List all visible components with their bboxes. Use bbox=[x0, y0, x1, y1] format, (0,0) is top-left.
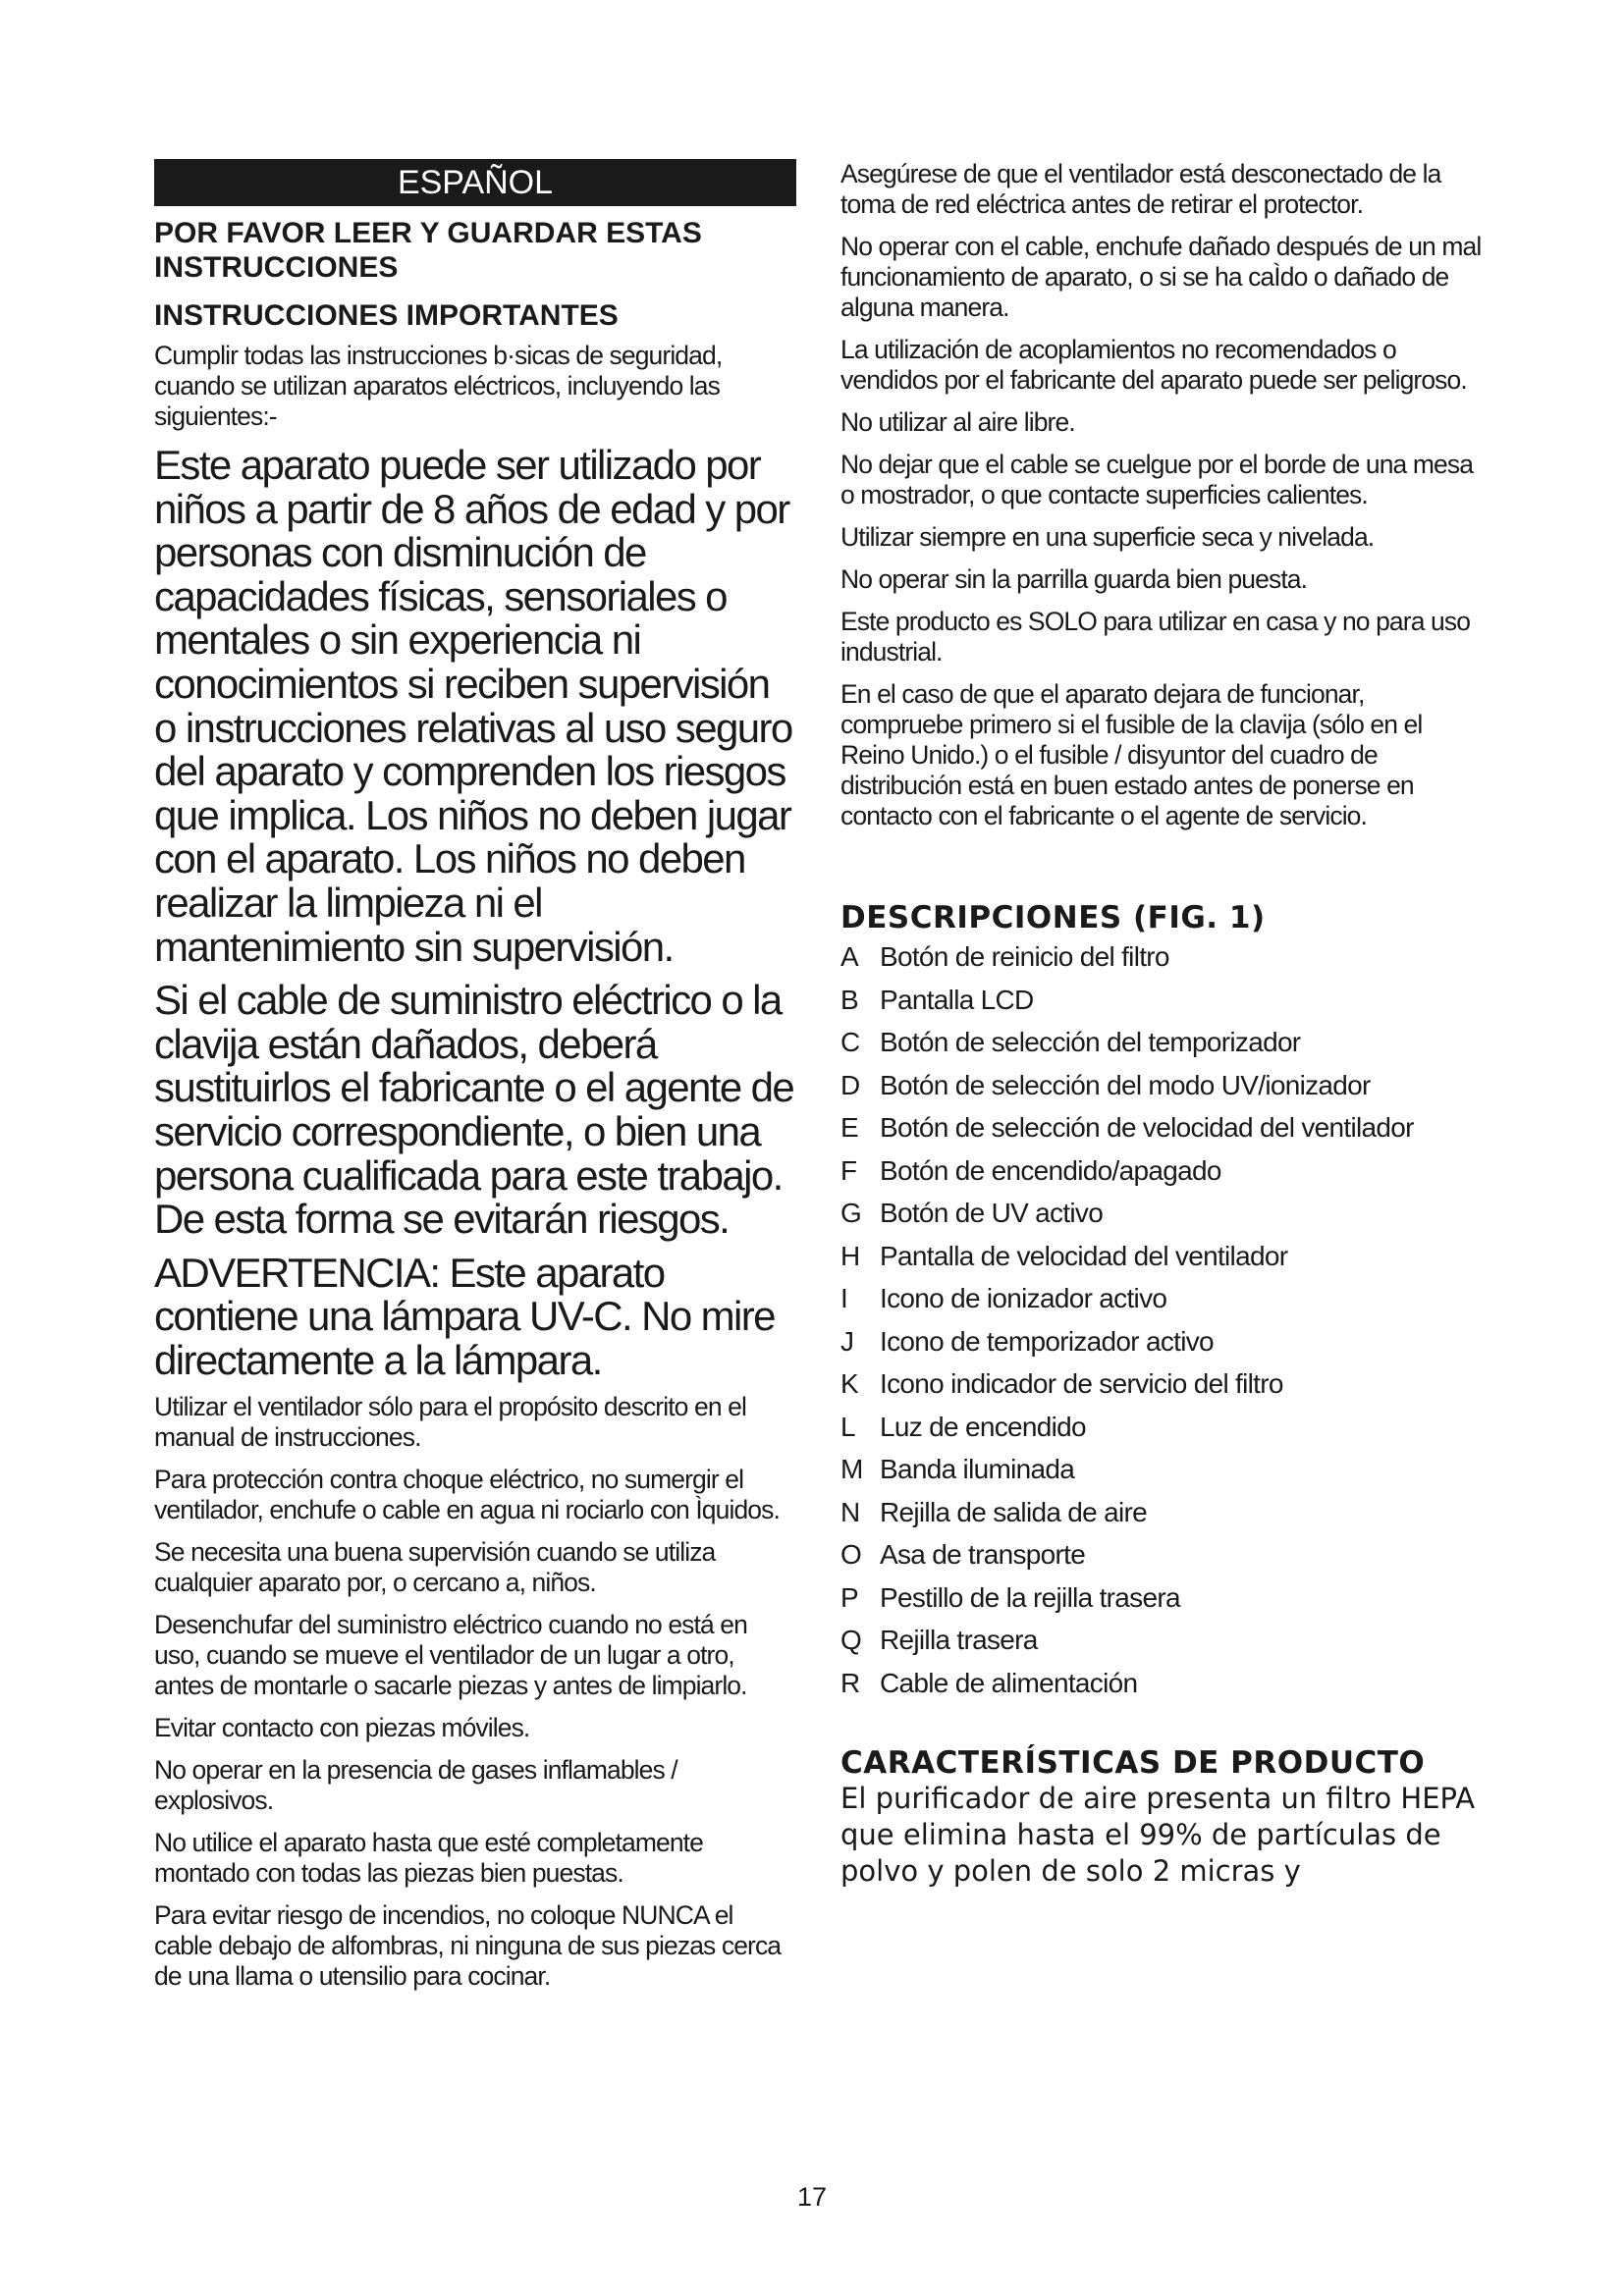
description-letter: N bbox=[840, 1496, 860, 1527]
description-letter: A bbox=[840, 941, 858, 972]
safety-paragraph: No operar en la presencia de gases inflamables / explosivos. bbox=[154, 1755, 677, 1816]
safety-paragraph: Utilizar el ventilador sólo para el propósito descrito en el manual de instrucciones. bbox=[154, 1392, 746, 1453]
safety-paragraph: Asegúrese de que el ventilador está desconectado de la toma de red eléctrica antes de retirar el protector. bbox=[840, 159, 1441, 219]
features-text: El purificador de aire presenta un filtro HEPA que elimina hasta el 99% de partículas de polvo y polen de solo 2 micras y bbox=[840, 1782, 1476, 1888]
description-letter: D bbox=[840, 1069, 860, 1100]
description-item bbox=[840, 1491, 1489, 1534]
description-letter: H bbox=[840, 1240, 860, 1271]
safety-paragraph: No operar sin la parrilla guarda bien puesta. bbox=[840, 564, 1308, 594]
description-text: Banda iluminada bbox=[880, 1454, 1075, 1484]
description-item bbox=[840, 1448, 1489, 1491]
description-letter: E bbox=[840, 1112, 858, 1143]
description-text: Botón de encendido/apagado bbox=[880, 1154, 1221, 1186]
safety-paragraph: Este producto es SOLO para utilizar en casa y no para uso industrial. bbox=[840, 607, 1471, 667]
description-letter: G bbox=[840, 1198, 862, 1228]
safety-intro: Cumplir todas las instrucciones b·sicas de seguridad, cuando se utilizan aparatos eléctricos, incluyendo las siguientes:- bbox=[154, 341, 723, 431]
warning-cable: Si el cable de suministro eléctrico o la clavija están dañados, deberá sustituirlos el fabricante o el agente de servicio correspondiente, o bien una persona cualificada para este trabajo. De esta forma se evitarán riesgos. bbox=[154, 977, 794, 1243]
description-letter: C bbox=[840, 1027, 860, 1057]
safety-paragraph: No utilice el aparato hasta que esté completamente montado con todas las piezas bien puestas. bbox=[154, 1828, 703, 1889]
language-banner: ESPAÑOL bbox=[154, 159, 796, 206]
right-column bbox=[840, 159, 1489, 1890]
description-text: Botón de selección del temporizador bbox=[880, 1027, 1301, 1057]
description-letter: M bbox=[840, 1454, 863, 1484]
description-item bbox=[840, 1576, 1489, 1620]
description-text: Icono de temporizador activo bbox=[880, 1325, 1214, 1357]
description-item bbox=[840, 935, 1489, 979]
description-text: Botón de UV activo bbox=[880, 1198, 1104, 1228]
safety-paragraph: En el caso de que el aparato dejara de funcionar, compruebe primero si el fusible de la clavija (sólo en el Reino Unido.) o el fusible / disyuntor del cuadro de distribución está en buen estado antes de ponerse en contacto con el fabricante o el agente de servicio. bbox=[840, 679, 1423, 830]
description-item bbox=[840, 1662, 1489, 1705]
description-letter: O bbox=[840, 1539, 862, 1570]
heading-read-and-save: POR FAVOR LEER Y GUARDAR ESTAS INSTRUCCIONES bbox=[154, 217, 702, 284]
safety-paragraph: La utilización de acoplamientos no recomendados o vendidos por el fabricante del aparato puede ser peligroso. bbox=[840, 335, 1467, 395]
descriptions-title: DESCRIPCIONES (FIG. 1) bbox=[840, 900, 1266, 935]
safety-paragraph: Desenchufar del suministro eléctrico cuando no está en uso, cuando se mueve el ventilador de un lugar a otro, antes de montarle o sacarle piezas y antes de limpiarlo. bbox=[154, 1610, 747, 1701]
description-text: Pantalla de velocidad del ventilador bbox=[880, 1240, 1288, 1271]
description-text: Asa de transporte bbox=[880, 1539, 1086, 1570]
warning-uv-lamp: ADVERTENCIA: Este aparato contiene una lámpara UV-C. No mire directamente a la lámpara. bbox=[154, 1249, 775, 1383]
description-item bbox=[840, 1362, 1489, 1406]
description-letter: I bbox=[840, 1283, 848, 1313]
safety-paragraph: Para evitar riesgo de incendios, no coloque NUNCA el cable debajo de alfombras, ni ninguna de sus piezas cerca de una llama o utensilio para cocinar. bbox=[154, 1900, 782, 1992]
description-item bbox=[840, 1235, 1489, 1278]
description-text: Botón de selección del modo UV/ionizador bbox=[880, 1069, 1371, 1100]
page-number: 17 bbox=[796, 2182, 828, 2212]
description-letter: F bbox=[840, 1154, 857, 1186]
description-text: Pestillo de la rejilla trasera bbox=[880, 1581, 1180, 1613]
heading-important-instructions: INSTRUCCIONES IMPORTANTES bbox=[154, 299, 619, 332]
safety-paragraph: No utilizar al aire libre. bbox=[840, 407, 1075, 437]
description-item bbox=[840, 1064, 1489, 1107]
description-item bbox=[840, 1320, 1489, 1363]
description-text: Icono de ionizador activo bbox=[880, 1283, 1167, 1313]
description-text: Botón de selección de velocidad del ventilador bbox=[880, 1112, 1414, 1143]
description-text: Icono indicador de servicio del filtro bbox=[880, 1368, 1283, 1399]
description-text: Rejilla trasera bbox=[880, 1625, 1038, 1655]
description-item bbox=[840, 1149, 1489, 1193]
safety-paragraph: Se necesita una buena supervisión cuando se utiliza cualquier aparato por, o cercano a, niños. bbox=[154, 1537, 716, 1598]
safety-paragraph: No dejar que el cable se cuelgue por el borde de una mesa o mostrador, o que contacte superficies calientes. bbox=[840, 450, 1474, 509]
description-text: Cable de alimentación bbox=[880, 1667, 1138, 1698]
description-item bbox=[840, 1619, 1489, 1662]
safety-paragraph: Utilizar siempre en una superficie seca y nivelada. bbox=[840, 522, 1375, 552]
description-letter: Q bbox=[840, 1625, 862, 1655]
description-text: Luz de encendido bbox=[880, 1411, 1086, 1442]
description-item bbox=[840, 979, 1489, 1022]
description-letter: P bbox=[840, 1581, 858, 1613]
left-column bbox=[154, 159, 796, 2003]
description-text: Botón de reinicio del filtro bbox=[880, 941, 1169, 972]
description-text: Rejilla de salida de aire bbox=[880, 1496, 1148, 1527]
descriptions-list bbox=[840, 935, 1489, 1704]
description-item bbox=[840, 1533, 1489, 1576]
features-title: CARACTERÍSTICAS DE PRODUCTO bbox=[840, 1745, 1426, 1781]
description-item bbox=[840, 1277, 1489, 1320]
description-item bbox=[840, 1021, 1489, 1064]
description-item bbox=[840, 1406, 1489, 1449]
description-item bbox=[840, 1192, 1489, 1235]
description-item bbox=[840, 1106, 1489, 1149]
description-letter: B bbox=[840, 984, 858, 1015]
description-text: Pantalla LCD bbox=[880, 984, 1034, 1015]
safety-paragraph: Para protección contra choque eléctrico, no sumergir el ventilador, enchufe o cable en agua ni rociarlo con Ìquidos. bbox=[154, 1465, 780, 1525]
description-letter: R bbox=[840, 1667, 860, 1698]
description-letter: K bbox=[840, 1368, 858, 1399]
warning-children: Este aparato puede ser utilizado por niños a partir de 8 años de edad y por personas con disminución de capacidades físicas, sensoriales o mentales o sin experiencia ni conocimientos si reciben supervisión o instrucciones relativas al uso seguro del aparato y comprenden los riesgos que implica. Los niños no deben jugar con el aparato. Los niños no deben realizar la limpieza ni el mantenimiento sin supervisión. bbox=[154, 442, 792, 970]
safety-paragraph: Evitar contacto con piezas móviles. bbox=[154, 1713, 530, 1743]
description-letter: L bbox=[840, 1411, 855, 1442]
description-letter: J bbox=[840, 1325, 854, 1357]
safety-paragraph: No operar con el cable, enchufe dañado después de un mal funcionamiento de aparato, o si se ha caÌdo o dañado de alguna manera. bbox=[840, 232, 1482, 322]
